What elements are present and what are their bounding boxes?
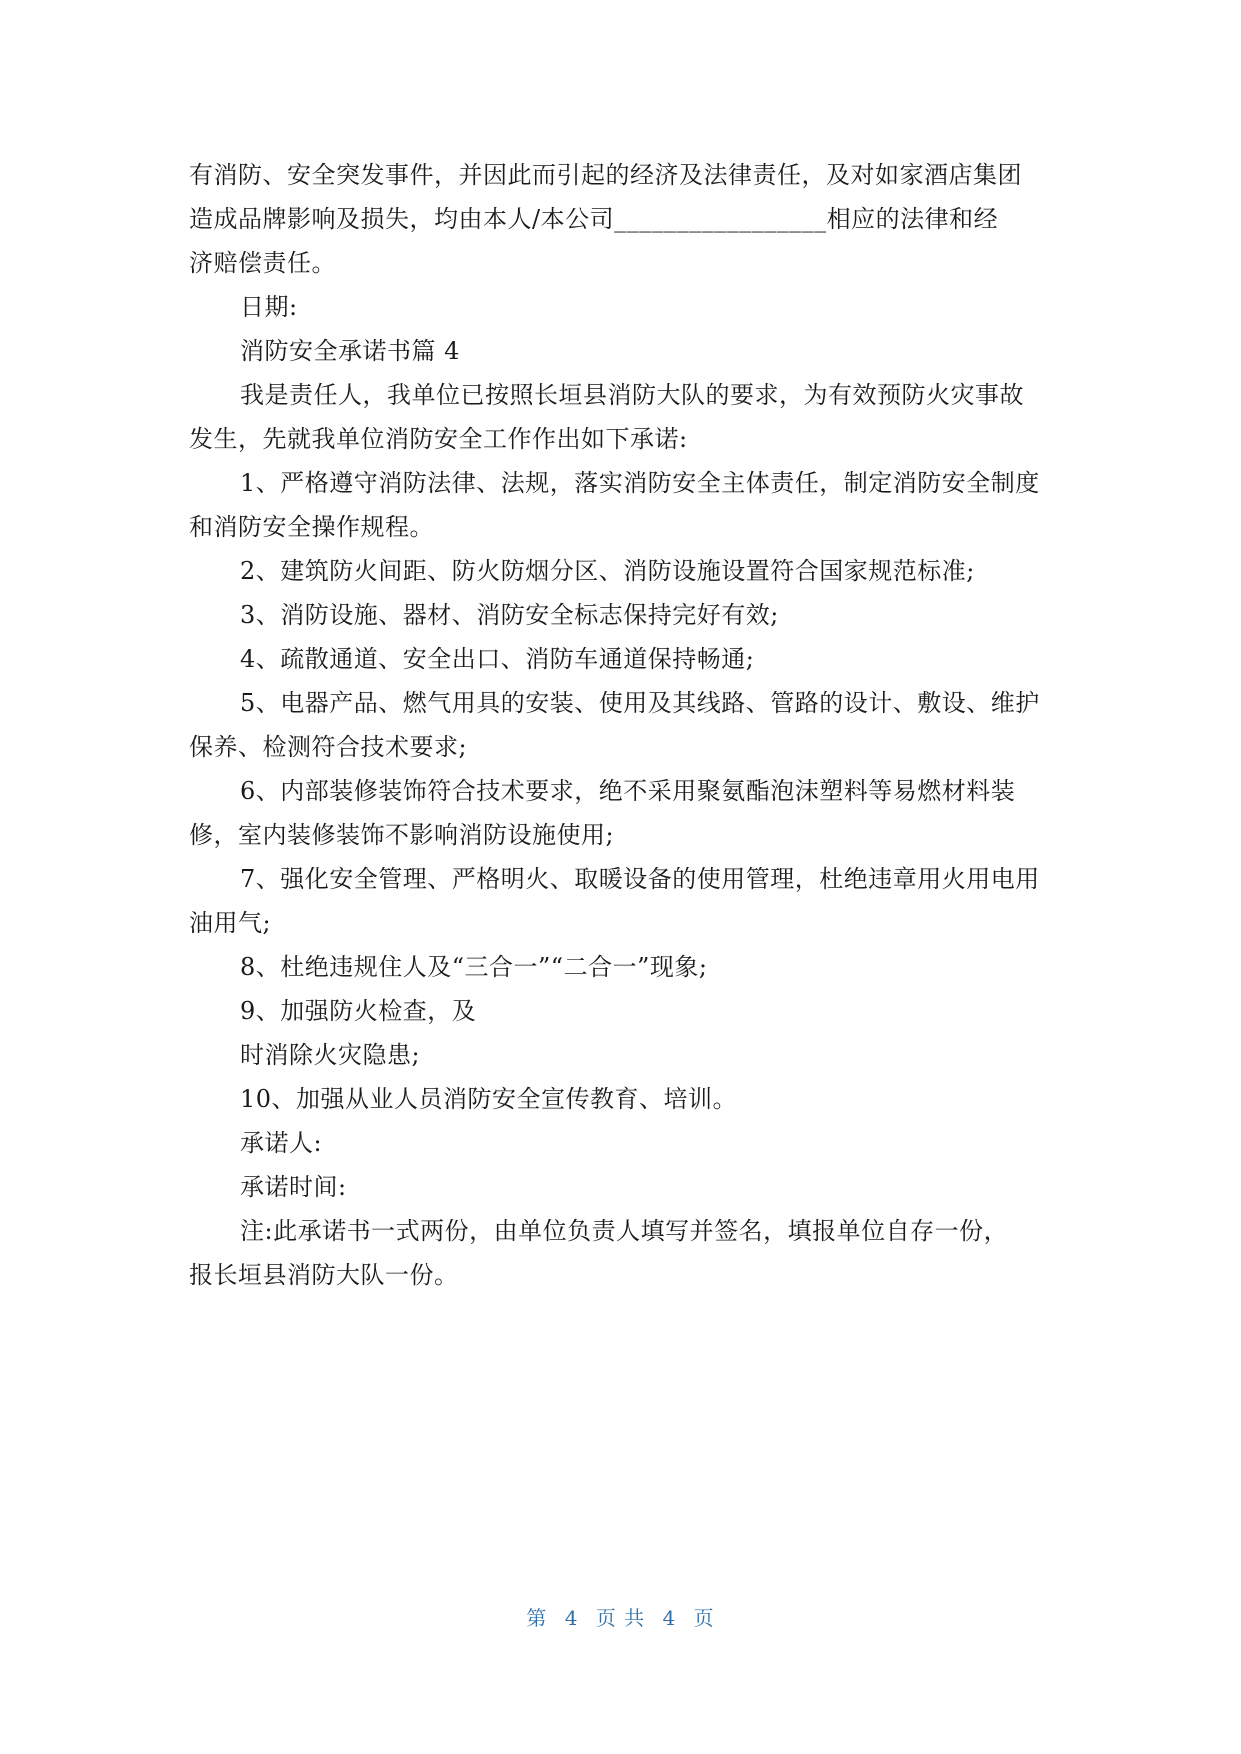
list-item: 4、疏散通道、安全出口、消防车通道保持畅通; (240, 645, 755, 673)
list-item: 3、消防设施、器材、消防安全标志保持完好有效; (240, 601, 779, 629)
list-item: 5、电器产品、燃气用具的安装、使用及其线路、管路的设计、敷设、维护 (240, 689, 1040, 717)
footer-prefix: 第 (526, 1606, 548, 1630)
list-item: 7、强化安全管理、严格明火、取暖设备的使用管理，杜绝违章用火用电用 (240, 865, 1040, 893)
note-line: 注:此承诺书一式两份，由单位负责人填写并签名，填报单位自存一份， (240, 1217, 1009, 1245)
list-item: 8、杜绝违规住人及“三合一”“二合一”现象; (240, 953, 708, 981)
list-item: 6、内部装修装饰符合技术要求，绝不采用聚氨酯泡沫塑料等易燃材料装 (240, 777, 1016, 805)
footer-middle: 页 共 (595, 1606, 646, 1630)
list-item-continued: 修，室内装修装饰不影响消防设施使用; (189, 821, 615, 849)
list-item: 2、建筑防火间距、防火防烟分区、消防设施设置符合国家规范标准; (240, 557, 975, 585)
text-line: 造成品牌影响及损失，均由本人/本公司_________________相应的法律和经 (189, 205, 999, 233)
promisor-label: 承诺人: (240, 1129, 323, 1157)
footer-suffix: 页 (693, 1606, 715, 1630)
footer-current-page: 4 (564, 1606, 579, 1630)
promise-time-label: 承诺时间: (240, 1173, 347, 1201)
date-label: 日期: (240, 293, 298, 321)
list-item-continued: 油用气; (189, 909, 272, 937)
list-item: 10、加强从业人员消防安全宣传教育、培训。 (240, 1085, 738, 1113)
list-item-continued: 时消除火灾隐患; (240, 1041, 421, 1069)
list-item: 1、严格遵守消防法律、法规，落实消防安全主体责任，制定消防安全制度 (240, 469, 1040, 497)
text-line: 发生，先就我单位消防安全工作作出如下承诺: (189, 425, 688, 453)
page-footer (0, 1604, 1241, 1632)
section-title: 消防安全承诺书篇 4 (240, 337, 460, 365)
footer-total-pages: 4 (662, 1606, 677, 1630)
text-line: 有消防、安全突发事件，并因此而引起的经济及法律责任，及对如家酒店集团 (189, 161, 1022, 189)
list-item-continued: 保养、检测符合技术要求; (189, 733, 468, 761)
list-item: 9、加强防火检查，及 (240, 997, 477, 1025)
note-line-continued: 报长垣县消防大队一份。 (189, 1261, 459, 1289)
list-item-continued: 和消防安全操作规程。 (189, 513, 434, 541)
text-line: 我是责任人，我单位已按照长垣县消防大队的要求，为有效预防火灾事故 (240, 381, 1024, 409)
text-line: 济赔偿责任。 (189, 249, 336, 277)
